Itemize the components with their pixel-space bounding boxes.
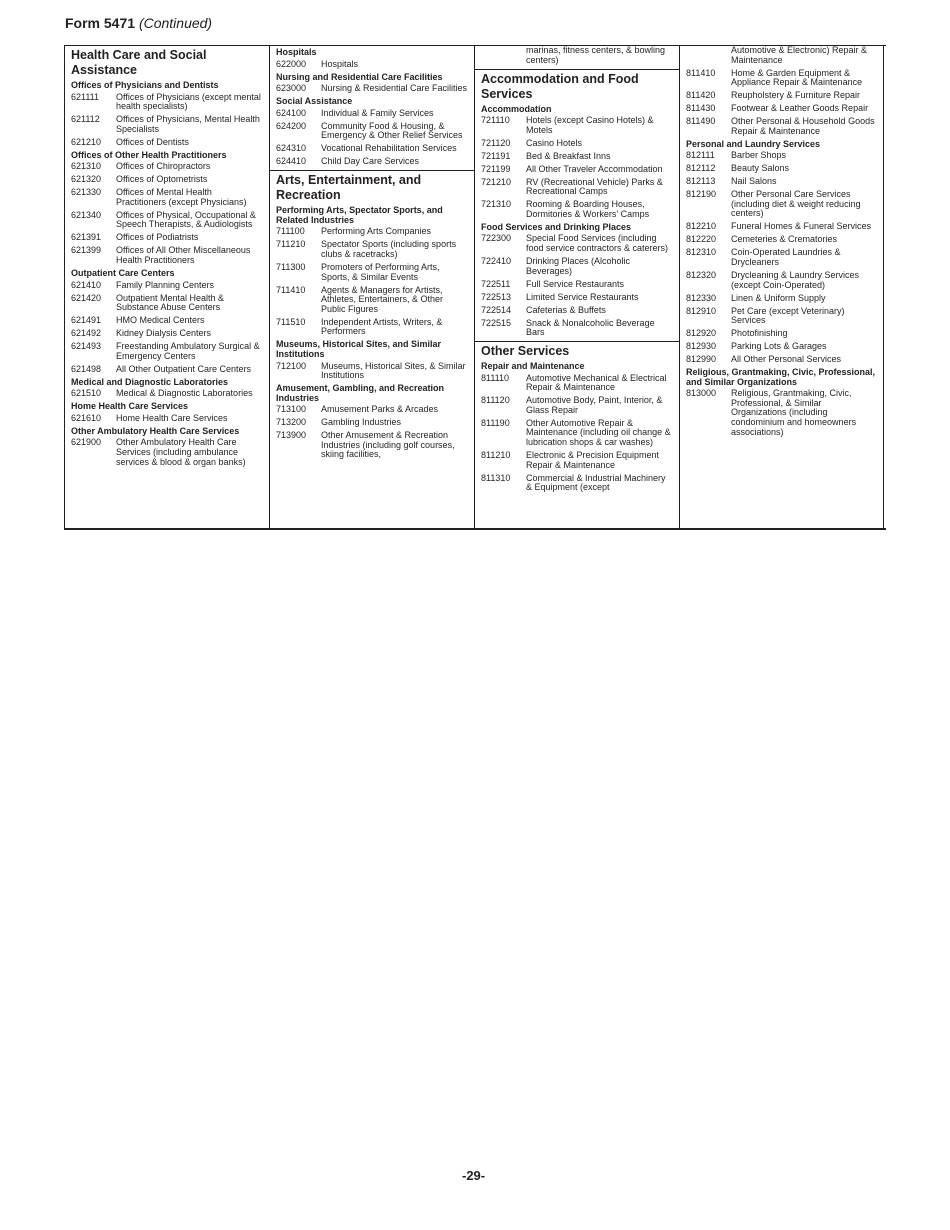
code-row [686, 69, 878, 88]
activity-code: 621510 [71, 388, 102, 399]
code-row [276, 144, 469, 154]
activity-description: Other Automotive Repair & Maintenance (including oil change & lubrication shops & car washes) [526, 417, 671, 448]
activity-code: 621111 [71, 91, 100, 102]
activity-code: 621491 [71, 315, 102, 326]
activity-description: Photofinishing [731, 328, 788, 339]
activity-description: Special Food Services (including food service contractors & caterers) [526, 233, 669, 254]
activity-description: Spectator Sports (including sports clubs & racetracks) [321, 239, 457, 260]
activity-code: 621900 [71, 437, 102, 448]
activity-description: Kidney Dialysis Centers [116, 328, 212, 339]
activity-code: 811120 [481, 395, 510, 406]
activity-description: Offices of Physicians (except mental health specialists) [116, 91, 261, 112]
activity-code: 812210 [686, 221, 717, 232]
subsection-heading: Religious, Grantmaking, Civic, Professional, and Similar Organizations [686, 367, 876, 387]
activity-code: 811310 [481, 472, 511, 483]
activity-code: 812920 [686, 328, 717, 339]
activity-code: 623000 [276, 83, 307, 94]
activity-description: Reupholstery & Furniture Repair [731, 90, 861, 101]
code-row [71, 138, 264, 148]
activity-description: Automotive Body, Paint, Interior, & Glass Repair [526, 395, 663, 415]
code-row [71, 438, 264, 467]
code-row [686, 271, 878, 290]
industry-section [680, 46, 883, 437]
subsection-heading: Museums, Historical Sites, and Similar Institutions [276, 339, 442, 359]
code-row [686, 248, 878, 267]
activity-description: All Other Traveler Accommodation [526, 163, 663, 174]
activity-code: 722410 [481, 256, 512, 267]
code-row [686, 342, 878, 352]
activity-description: Rooming & Boarding Houses, Dormitories & Workers' Camps [526, 199, 650, 219]
subsection-heading: Personal and Laundry Services [686, 138, 821, 149]
code-row [481, 116, 674, 135]
activity-description: Offices of Mental Health Practitioners (except Physicians) [116, 187, 247, 207]
activity-description: Home & Garden Equipment & Appliance Repair & Maintenance [731, 67, 863, 88]
activity-code: 711100 [276, 226, 305, 237]
activity-code: 812220 [686, 234, 717, 245]
code-row [686, 104, 878, 114]
activity-description: Other Amusement & Recreation Industries (including golf courses, skiing facilities, [321, 430, 455, 460]
column-3 [474, 46, 679, 528]
code-row [686, 190, 878, 219]
activity-code: 624310 [276, 143, 307, 154]
activity-description: Snack & Nonalcoholic Beverage Bars [526, 317, 655, 338]
activity-code: 624410 [276, 156, 307, 167]
code-row [686, 222, 878, 232]
activity-code: 621493 [71, 341, 102, 352]
subsection-heading: Outpatient Care Centers [71, 268, 175, 279]
industry-section [270, 48, 474, 167]
code-row [276, 157, 469, 167]
activity-description: Hotels (except Casino Hotels) & Motels [526, 115, 654, 135]
code-row [71, 389, 264, 399]
activity-description: Cemeteries & Crematories [731, 234, 838, 245]
activity-description: Home Health Care Services [116, 412, 228, 423]
code-row [481, 396, 674, 415]
activity-code: 812190 [686, 189, 717, 200]
activity-description: Religious, Grantmaking, Civic, Professional, & Similar Organizations (including condominium and homeowners associations) [731, 388, 857, 437]
activity-code: 621399 [71, 245, 102, 256]
activity-code: 621310 [71, 161, 102, 172]
activity-description: Gambling Industries [321, 417, 402, 428]
code-row [686, 355, 878, 365]
code-row [276, 405, 469, 415]
activity-description: Offices of Dentists [116, 136, 189, 147]
code-row [71, 162, 264, 172]
code-row [686, 329, 878, 339]
activity-description: Offices of Physical, Occupational & Speech Therapists, & Audiologists [116, 209, 256, 230]
continued-description: marinas, fitness centers, & bowling centers) [526, 45, 666, 65]
column-1 [64, 46, 269, 528]
code-row [481, 419, 674, 448]
subsection-heading: Food Services and Drinking Places [481, 221, 632, 232]
subsection-heading: Home Health Care Services [71, 401, 189, 412]
code-row [481, 474, 674, 493]
page-number: -29- [462, 1168, 486, 1183]
activity-code: 813000 [686, 388, 717, 399]
activity-code: 811110 [481, 372, 510, 383]
activity-description: Amusement Parks & Arcades [321, 404, 439, 415]
activity-code: 624100 [276, 107, 307, 118]
code-row [481, 280, 674, 290]
subsection-heading: Accommodation [481, 103, 552, 114]
activity-description: Drinking Places (Alcoholic Beverages) [526, 256, 631, 276]
subsection-heading: Amusement, Gambling, and Recreation Industries [276, 383, 445, 403]
code-row [481, 293, 674, 303]
activity-code: 711410 [276, 284, 306, 295]
activity-code: 621420 [71, 292, 102, 303]
code-row [276, 240, 469, 259]
activity-code: 713200 [276, 417, 307, 428]
form-number: Form 5471 [65, 15, 136, 31]
code-row [481, 374, 674, 393]
activity-code: 711210 [276, 239, 306, 250]
subsection-heading: Repair and Maintenance [481, 361, 585, 372]
activity-code: 722515 [481, 317, 512, 328]
activity-code: 812930 [686, 341, 717, 352]
industry-section [475, 341, 679, 493]
activity-code: 711510 [276, 316, 306, 327]
code-row [276, 109, 469, 119]
activity-description: Medical & Diagnostic Laboratories [116, 388, 253, 399]
code-row [481, 319, 674, 338]
activity-description: Community Food & Housing, & Emergency & Other Relief Services [321, 120, 463, 141]
activity-code: 811430 [686, 103, 716, 114]
activity-description: Other Personal & Household Goods Repair & Maintenance [731, 116, 875, 136]
column-2 [269, 46, 474, 528]
activity-description: Hospitals [321, 58, 359, 69]
code-row [71, 414, 264, 424]
subsection-heading: Performing Arts, Spectator Sports, and Related Industries [276, 205, 443, 225]
activity-description: Vocational Rehabilitation Services [321, 143, 457, 154]
activity-description: Casino Hotels [526, 137, 583, 148]
activity-description: Offices of Physicians, Mental Health Specialists [116, 114, 260, 134]
activity-code: 621320 [71, 174, 102, 185]
code-row [481, 257, 674, 276]
activity-description: Offices of Optometrists [116, 174, 208, 185]
code-row [71, 294, 264, 313]
activity-code: 812910 [686, 305, 717, 316]
activity-code: 812310 [686, 247, 717, 258]
code-row [686, 91, 878, 101]
activity-code: 721199 [481, 163, 511, 174]
activity-code: 621391 [71, 232, 102, 243]
activity-code: 812113 [686, 176, 716, 187]
code-row [276, 227, 469, 237]
code-row [71, 342, 264, 361]
activity-code: 622000 [276, 58, 307, 69]
activity-code: 624200 [276, 120, 307, 131]
activity-description: Linen & Uniform Supply [731, 292, 826, 303]
subsection-heading: Other Ambulatory Health Care Services [71, 425, 240, 436]
code-row [686, 117, 878, 136]
code-row [686, 164, 878, 174]
activity-code: 722513 [481, 291, 512, 302]
subsection-heading: Nursing and Residential Care Facilities [276, 71, 443, 82]
code-row [71, 175, 264, 185]
code-row [276, 286, 469, 315]
code-row [276, 431, 469, 460]
activity-code: 811490 [686, 116, 716, 127]
activity-description: Child Day Care Services [321, 156, 420, 167]
code-row [686, 177, 878, 187]
activity-description: Bed & Breakfast Inns [526, 150, 611, 161]
activity-code: 722300 [481, 233, 512, 244]
activity-code: 721191 [481, 150, 511, 161]
activity-description: Outpatient Mental Health & Substance Abuse Centers [116, 292, 225, 313]
activity-code: 621340 [71, 209, 102, 220]
activity-description: Agents & Managers for Artists, Athletes, Entertainers, & Other Public Figures [321, 284, 444, 314]
code-row [71, 246, 264, 265]
activity-description: Museums, Historical Sites, & Similar Institutions [321, 360, 466, 381]
activity-description: Promoters of Performing Arts, Sports, & Similar Events [321, 262, 440, 282]
activity-description: Pet Care (except Veterinary) Services [731, 305, 845, 326]
activity-description: Offices of All Other Miscellaneous Health Practitioners [116, 245, 251, 266]
activity-code: 812990 [686, 354, 717, 365]
activity-code: 713100 [276, 404, 307, 415]
code-row [71, 329, 264, 339]
code-row [686, 151, 878, 161]
code-row [481, 139, 674, 149]
activity-description: Offices of Podiatrists [116, 232, 199, 243]
continued-description: Automotive & Electronic) Repair & Maintenance [731, 45, 868, 65]
activity-description: Drycleaning & Laundry Services (except Coin-Operated) [731, 269, 860, 290]
code-row [276, 122, 469, 141]
activity-code: 812112 [686, 163, 716, 174]
code-row [276, 263, 469, 282]
activity-description: Freestanding Ambulatory Surgical & Emergency Centers [116, 341, 260, 361]
activity-description: Parking Lots & Garages [731, 341, 827, 352]
code-row [276, 362, 469, 381]
form-title [65, 15, 212, 31]
activity-description: Commercial & Industrial Machinery & Equipment (except [526, 472, 666, 493]
industry-section [65, 48, 269, 467]
industry-section [270, 170, 474, 460]
activity-description: HMO Medical Centers [116, 315, 205, 326]
activity-code: 811410 [686, 67, 716, 78]
code-row [481, 165, 674, 175]
code-row [481, 451, 674, 470]
code-row [71, 316, 264, 326]
code-row [686, 294, 878, 304]
activity-description: Performing Arts Companies [321, 226, 432, 237]
subsection-heading: Offices of Other Health Practitioners [71, 149, 227, 160]
activity-description: Beauty Salons [731, 163, 790, 174]
continued-label: (Continued) [138, 15, 213, 31]
code-row [71, 233, 264, 243]
subsection-heading: Offices of Physicians and Dentists [71, 80, 219, 90]
activity-description: Limited Service Restaurants [526, 291, 639, 302]
activity-code: 722514 [481, 304, 512, 315]
activity-code: 722511 [481, 278, 511, 289]
activity-description: All Other Personal Services [731, 354, 842, 365]
activity-code: 621410 [71, 279, 102, 290]
activity-description: Coin-Operated Laundries & Drycleaners [731, 247, 841, 267]
activity-code: 621330 [71, 187, 102, 198]
code-row [71, 188, 264, 207]
activity-code: 721210 [481, 176, 512, 187]
code-row [71, 93, 264, 112]
activity-description: Electronic & Precision Equipment Repair & Maintenance [526, 450, 660, 470]
activity-description: Other Ambulatory Health Care Services (including ambulance services & blood & organ banks) [116, 437, 246, 467]
activity-description: All Other Outpatient Care Centers [116, 363, 252, 374]
activity-description: Cafeterias & Buffets [526, 304, 606, 315]
activity-description: Funeral Homes & Funeral Services [731, 221, 872, 232]
code-row [276, 60, 469, 70]
column-4 [679, 46, 884, 528]
activity-code: 621492 [71, 328, 102, 339]
code-row [686, 235, 878, 245]
code-row [481, 152, 674, 162]
activity-description: Footwear & Leather Goods Repair [731, 103, 869, 114]
code-row [71, 211, 264, 230]
subsection-heading: Social Assistance [276, 96, 353, 107]
activity-code: 711300 [276, 262, 306, 273]
activity-description: Full Service Restaurants [526, 278, 625, 289]
section-title: Accommodation and Food Services [481, 71, 639, 101]
code-row [686, 307, 878, 326]
code-row [686, 389, 878, 437]
code-row [276, 84, 469, 94]
activity-code: 812111 [686, 150, 715, 161]
subsection-heading: Medical and Diagnostic Laboratories [71, 376, 229, 387]
section-title: Arts, Entertainment, and Recreation [276, 173, 422, 203]
activity-code: 812320 [686, 269, 717, 280]
activity-code: 811190 [481, 417, 510, 428]
section-title: Other Services [481, 344, 570, 359]
code-row [481, 234, 674, 253]
activity-description: Nail Salons [731, 176, 777, 187]
activity-description: Independent Artists, Writers, & Performers [321, 316, 443, 337]
code-row [276, 318, 469, 337]
code-row [481, 306, 674, 316]
activity-description: Offices of Chiropractors [116, 161, 211, 172]
activity-code: 721110 [481, 115, 510, 126]
activity-code: 811210 [481, 450, 511, 461]
activity-code: 621498 [71, 363, 102, 374]
activity-description: Automotive Mechanical & Electrical Repair & Maintenance [526, 372, 667, 393]
code-row [481, 178, 674, 197]
activity-code: 621610 [71, 412, 102, 423]
industry-section [475, 46, 679, 65]
activity-code: 712100 [276, 360, 307, 371]
code-row [481, 200, 674, 219]
industry-section [475, 69, 679, 338]
activity-description: Individual & Family Services [321, 107, 434, 118]
section-title: Health Care and Social Assistance [71, 48, 207, 77]
activity-description: Nursing & Residential Care Facilities [321, 83, 468, 94]
activity-code: 812330 [686, 292, 717, 303]
code-row [71, 281, 264, 291]
activity-code: 721120 [481, 137, 511, 148]
activity-code: 721310 [481, 199, 512, 210]
activity-code: 621112 [71, 114, 100, 125]
code-row [276, 418, 469, 428]
activity-code: 713900 [276, 430, 307, 441]
activity-code: 621210 [71, 136, 102, 147]
code-row [71, 365, 264, 375]
activity-description: Other Personal Care Services (including diet & weight reducing centers) [731, 189, 861, 219]
code-row [71, 115, 264, 134]
business-activity-codes-table [64, 45, 886, 530]
activity-description: Family Planning Centers [116, 279, 215, 290]
activity-code: 811420 [686, 90, 716, 101]
activity-description: Barber Shops [731, 150, 787, 161]
subsection-heading: Hospitals [276, 47, 317, 57]
activity-description: RV (Recreational Vehicle) Parks & Recreational Camps [526, 176, 663, 197]
